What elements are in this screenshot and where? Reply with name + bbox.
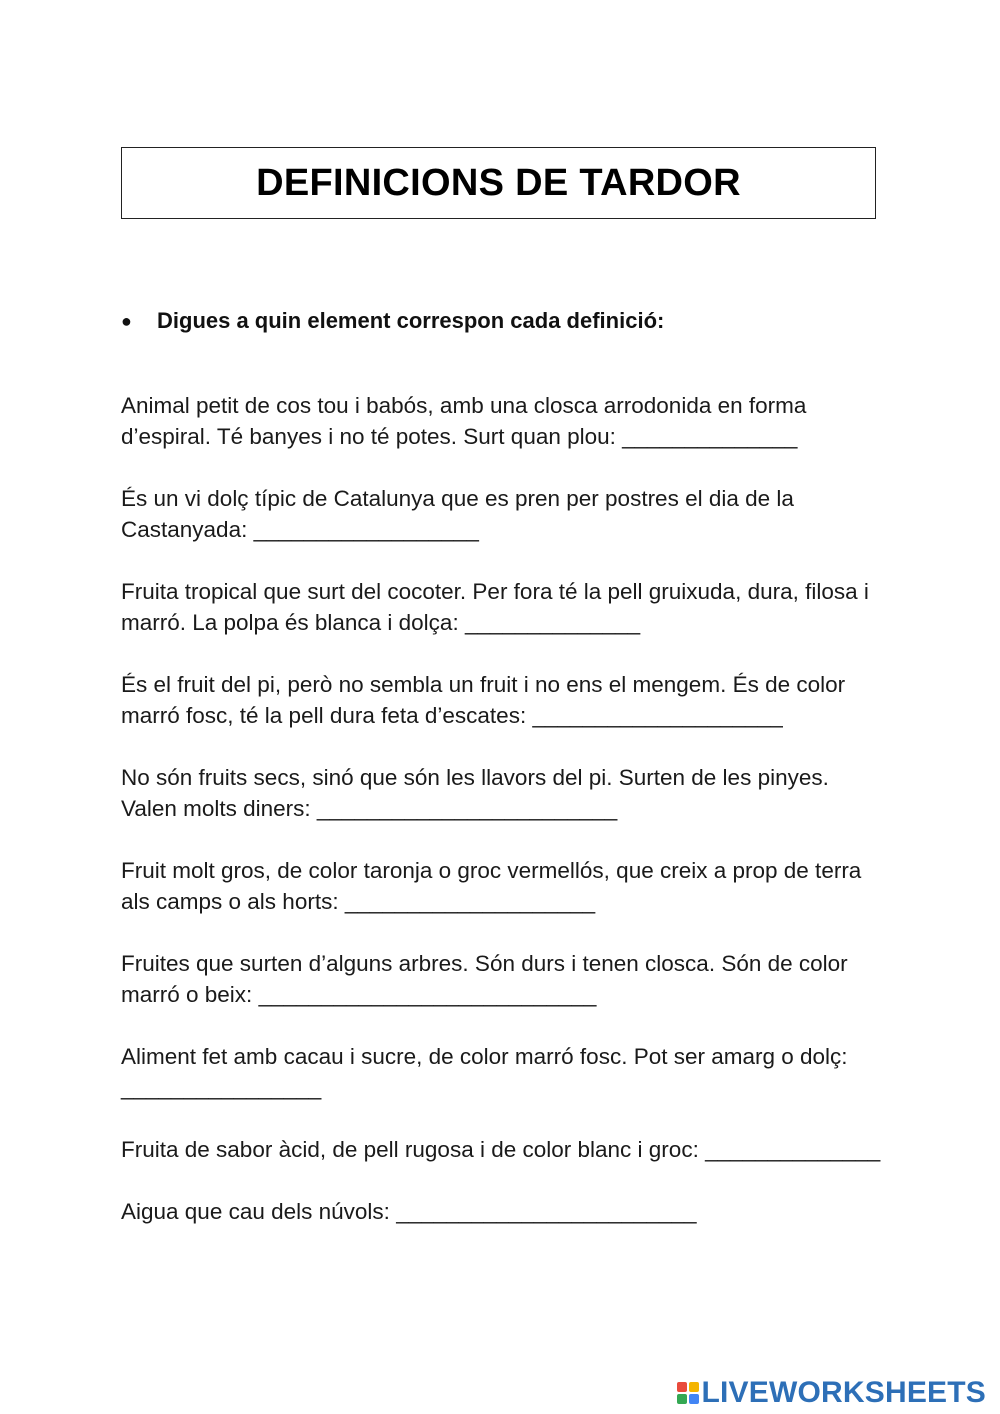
definition-text: És el fruit del pi, però no sembla un fruit i no ens el mengem. És de color marró fosc, té la pell dura feta d’escates: — [121, 672, 846, 728]
answer-blank[interactable]: ________________ — [121, 1075, 322, 1100]
logo-square-yellow — [689, 1382, 699, 1392]
definition-item — [121, 762, 886, 824]
logo-icon — [677, 1382, 699, 1404]
logo-square-blue — [689, 1394, 699, 1404]
definition-text: Fruita tropical que surt del cocoter. Per fora té la pell gruixuda, dura, filosa i marró. La polpa és blanca i dolça: — [121, 579, 869, 635]
answer-blank[interactable]: ________________________ — [316, 796, 618, 821]
definition-item — [121, 948, 886, 1010]
definition-item — [121, 855, 886, 917]
logo-text: LIVEWORKSHEETS — [701, 1376, 986, 1409]
definition-item — [121, 390, 886, 452]
definition-text: Fruites que surten d’alguns arbres. Són durs i tenen closca. Són de color marró o beix: — [121, 951, 848, 1007]
answer-blank[interactable]: ________________________ — [396, 1199, 697, 1224]
logo-square-green — [677, 1394, 687, 1404]
definition-text: Fruita de sabor àcid, de pell rugosa i de color blanc i groc: — [121, 1137, 706, 1162]
definition-text: No són fruits secs, sinó que són les llavors del pi. Surten de les pinyes. Valen molts diners: — [121, 765, 829, 821]
liveworksheets-logo[interactable] — [677, 1376, 987, 1410]
title-box — [121, 147, 876, 219]
definition-item — [121, 1196, 886, 1227]
definition-item — [121, 483, 886, 545]
definition-text: Aliment fet amb cacau i sucre, de color marró fosc. Pot ser amarg o dolç: — [121, 1044, 848, 1069]
logo-square-red — [677, 1382, 687, 1392]
answer-blank[interactable]: __________________ — [253, 517, 479, 542]
answer-blank[interactable]: ______________ — [464, 610, 641, 635]
answer-blank[interactable]: ______________ — [705, 1137, 881, 1162]
definition-item — [121, 1041, 886, 1103]
instruction-text: Digues a quin element correspon cada definició: — [157, 308, 665, 333]
definition-text: És un vi dolç típic de Catalunya que es pren per postres el dia de la Castanyada: — [121, 486, 794, 542]
definition-item — [121, 669, 886, 731]
instruction — [121, 308, 664, 334]
definition-text: Animal petit de cos tou i babós, amb una closca arrodonida en forma d’espiral. Té banyes i no té potes. Surt quan plou: — [121, 393, 807, 449]
page-title: DEFINICIONS DE TARDOR — [256, 161, 741, 204]
answer-blank[interactable]: ____________________ — [532, 703, 783, 728]
definition-text: Aigua que cau dels núvols: — [121, 1199, 397, 1224]
bullet-icon: ● — [121, 310, 132, 331]
definition-item — [121, 1134, 886, 1165]
definition-item — [121, 576, 886, 638]
answer-blank[interactable]: ____________________ — [344, 889, 596, 914]
definition-text: Fruit molt gros, de color taronja o groc vermellós, que creix a prop de terra als camps o als horts: — [121, 858, 862, 914]
answer-blank[interactable]: ______________ — [622, 424, 798, 449]
definitions-list — [121, 390, 886, 1258]
answer-blank[interactable]: ___________________________ — [258, 982, 597, 1007]
